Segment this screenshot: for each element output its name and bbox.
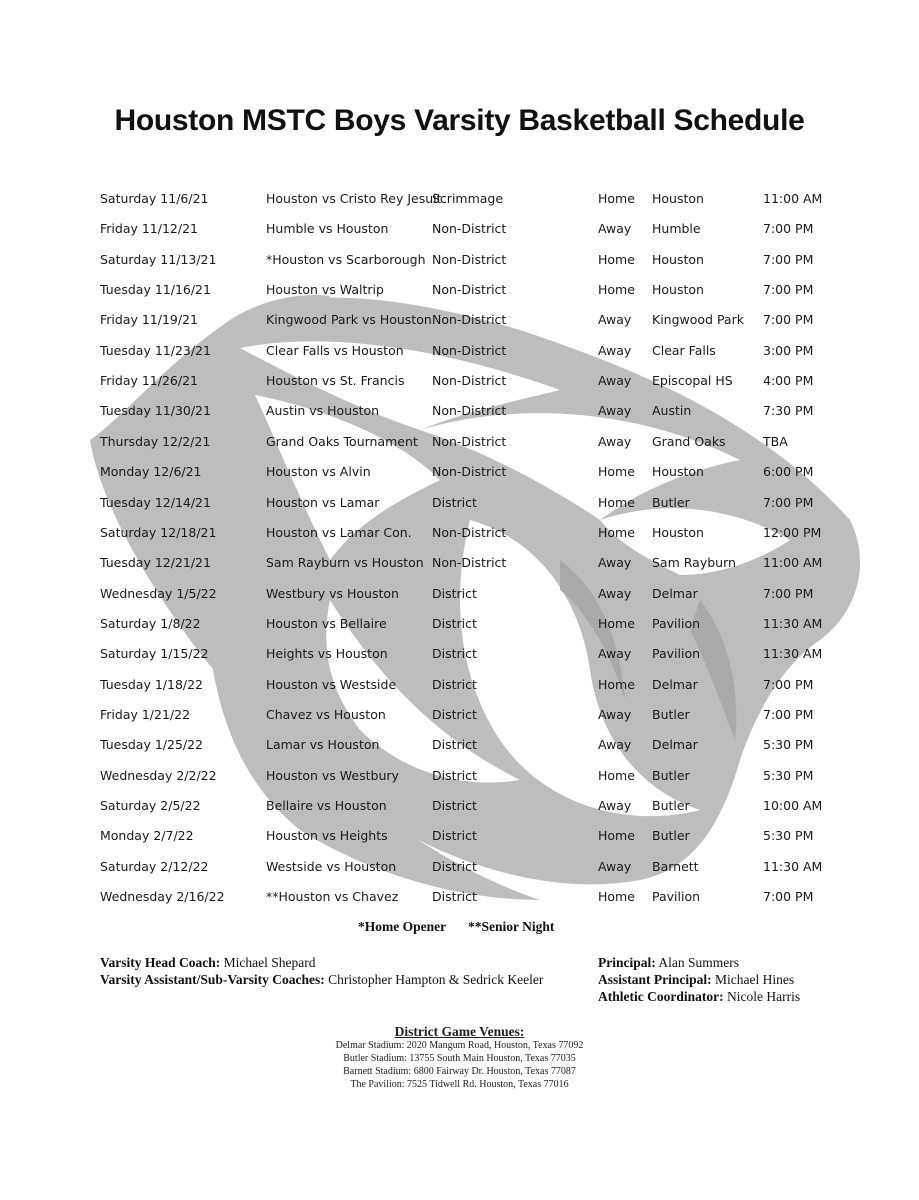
game-type: District	[432, 585, 477, 601]
game-date: Saturday 2/5/22	[100, 798, 201, 813]
game-date: Friday 11/19/21	[100, 312, 198, 328]
game-matchup: Houston vs Westbury	[266, 767, 399, 783]
table-row	[0, 191, 919, 211]
game-home-away: Home	[598, 464, 635, 480]
game-type: Non-District	[432, 342, 507, 358]
venue-line: The Pavilion: 7525 Tidwell Rd. Houston, Texas 77016	[350, 1079, 569, 1090]
game-venue: Barnett	[652, 858, 699, 874]
game-venue: Houston	[652, 464, 704, 480]
game-venue: Butler	[652, 828, 690, 844]
table-row	[0, 768, 919, 788]
game-matchup: Humble vs Houston	[266, 221, 389, 237]
game-venue: Houston	[652, 191, 704, 206]
game-time: 3:00 PM	[763, 342, 814, 358]
game-date: Monday 12/6/21	[100, 464, 202, 480]
game-time: 11:00 AM	[763, 191, 823, 206]
game-venue: Butler	[652, 767, 690, 783]
game-home-away: Away	[598, 373, 632, 389]
game-date: Saturday 12/18/21	[100, 524, 217, 540]
game-venue: Delmar	[652, 676, 698, 692]
game-home-away: Away	[598, 798, 632, 813]
game-type: District	[432, 828, 477, 844]
staff-line: Principal: Alan Summers	[598, 955, 740, 970]
game-date: Saturday 1/15/22	[100, 646, 209, 662]
game-home-away: Home	[598, 767, 635, 783]
game-type: District	[432, 889, 477, 905]
table-row	[0, 586, 919, 606]
page-title: Houston MSTC Boys Varsity Basketball Schedule	[114, 104, 805, 137]
game-venue: Kingwood Park	[652, 312, 744, 328]
game-venue: Clear Falls	[652, 342, 716, 358]
game-matchup: Chavez vs Houston	[266, 706, 386, 722]
game-matchup: Houston vs Alvin	[266, 464, 371, 480]
game-time: 10:00 AM	[763, 798, 823, 813]
game-date: Friday 11/12/21	[100, 221, 198, 237]
table-row	[0, 434, 919, 454]
game-date: Wednesday 2/16/22	[100, 889, 225, 905]
table-row	[0, 828, 919, 848]
game-home-away: Away	[598, 706, 632, 722]
game-type: District	[432, 615, 477, 631]
game-type: Non-District	[432, 373, 507, 389]
game-home-away: Home	[598, 524, 635, 540]
game-time: 7:00 PM	[763, 251, 814, 267]
game-date: Saturday 2/12/22	[100, 858, 209, 874]
game-venue: Grand Oaks	[652, 433, 726, 449]
game-type: District	[432, 706, 477, 722]
game-time: 5:30 PM	[763, 828, 814, 844]
game-date: Monday 2/7/22	[100, 828, 194, 844]
game-home-away: Home	[598, 828, 635, 844]
game-time: 11:30 AM	[763, 858, 823, 874]
venue-line: Delmar Stadium: 2020 Mangum Road, Houston, Texas 77092	[335, 1040, 584, 1051]
game-venue: Pavilion	[652, 615, 701, 631]
game-home-away: Home	[598, 494, 635, 510]
game-date: Wednesday 2/2/22	[100, 767, 217, 783]
game-matchup: Houston vs Lamar Con.	[266, 524, 412, 540]
game-venue: Butler	[652, 706, 690, 722]
game-matchup: Clear Falls vs Houston	[266, 342, 404, 358]
game-venue: Delmar	[652, 737, 698, 753]
game-type: District	[432, 737, 477, 753]
game-matchup: Houston vs Lamar	[266, 494, 380, 510]
game-type: Non-District	[432, 464, 507, 480]
table-row	[0, 616, 919, 636]
game-home-away: Home	[598, 251, 635, 267]
game-matchup: **Houston vs Chavez	[266, 889, 399, 905]
game-matchup: Houston vs Waltrip	[266, 282, 384, 298]
game-matchup: Lamar vs Houston	[266, 737, 380, 753]
game-matchup: Westbury vs Houston	[266, 585, 399, 601]
table-row	[0, 221, 919, 241]
staff-line: Athletic Coordinator: Nicole Harris	[598, 989, 801, 1004]
game-matchup: Sam Rayburn vs Houston	[266, 555, 424, 571]
game-matchup: Austin vs Houston	[266, 403, 380, 419]
game-type: Non-District	[432, 312, 507, 328]
game-matchup: Bellaire vs Houston	[266, 798, 387, 813]
district-venues	[0, 1024, 919, 1091]
game-venue: Pavilion	[652, 889, 701, 905]
game-type: Non-District	[432, 403, 507, 419]
game-matchup: Westside vs Houston	[266, 858, 397, 874]
game-time: 5:30 PM	[763, 767, 814, 783]
game-type: District	[432, 767, 477, 783]
game-matchup: Heights vs Houston	[266, 646, 388, 662]
game-date: Friday 11/26/21	[100, 373, 198, 389]
game-date: Saturday 11/13/21	[100, 251, 217, 267]
game-matchup: Houston vs Bellaire	[266, 615, 387, 631]
game-time: 7:00 PM	[763, 494, 814, 510]
game-time: TBA	[763, 433, 788, 449]
game-date: Thursday 12/2/21	[100, 433, 211, 449]
game-time: 5:30 PM	[763, 737, 814, 753]
game-date: Saturday 11/6/21	[100, 191, 209, 206]
game-venue: Delmar	[652, 585, 698, 601]
game-type: District	[432, 858, 477, 874]
game-date: Friday 1/21/22	[100, 706, 191, 722]
table-row	[0, 859, 919, 879]
game-venue: Houston	[652, 524, 704, 540]
game-home-away: Away	[598, 403, 632, 419]
game-date: Tuesday 11/16/21	[100, 282, 211, 298]
game-venue: Butler	[652, 798, 690, 813]
staff-line: Assistant Principal: Michael Hines	[598, 972, 795, 987]
game-type: Scrimmage	[432, 191, 504, 206]
table-row	[0, 403, 919, 423]
table-row	[0, 525, 919, 545]
game-home-away: Away	[598, 221, 632, 237]
game-time: 6:00 PM	[763, 464, 814, 480]
game-venue: Sam Rayburn	[652, 555, 736, 571]
staff-line: Varsity Head Coach: Michael Shepard	[100, 955, 316, 970]
game-matchup: Houston vs Westside	[266, 676, 397, 692]
table-row	[0, 373, 919, 393]
game-home-away: Home	[598, 191, 635, 206]
game-time: 7:30 PM	[763, 403, 814, 419]
game-type: District	[432, 494, 477, 510]
game-venue: Houston	[652, 282, 704, 298]
table-row	[0, 798, 919, 818]
game-matchup: Kingwood Park vs Houston	[266, 312, 432, 328]
game-type: District	[432, 646, 477, 662]
game-type: District	[432, 798, 477, 813]
table-row	[0, 464, 919, 484]
game-time: 7:00 PM	[763, 282, 814, 298]
game-home-away: Home	[598, 282, 635, 298]
game-matchup: Houston vs Heights	[266, 828, 388, 844]
table-row	[0, 495, 919, 515]
game-home-away: Away	[598, 737, 632, 753]
game-type: Non-District	[432, 433, 507, 449]
table-row	[0, 737, 919, 757]
game-type: District	[432, 676, 477, 692]
game-home-away: Away	[598, 555, 632, 571]
venue-line: Barnett Stadium: 6800 Fairway Dr. Houston, Texas 77087	[343, 1066, 576, 1077]
table-row	[0, 282, 919, 302]
table-row	[0, 707, 919, 727]
legend-senior-night: **Senior Night	[468, 919, 555, 934]
game-time: 7:00 PM	[763, 585, 814, 601]
venues-heading: District Game Venues:	[394, 1024, 525, 1039]
game-time: 7:00 PM	[763, 676, 814, 692]
game-venue: Austin	[652, 403, 692, 419]
game-date: Tuesday 1/25/22	[100, 737, 204, 753]
staff-line: Varsity Assistant/Sub-Varsity Coaches: Christopher Hampton & Sedrick Keeler	[100, 972, 544, 987]
game-venue: Humble	[652, 221, 701, 237]
legend-home-opener: *Home Opener	[358, 919, 447, 934]
game-time: 12:00 PM	[763, 524, 822, 540]
game-matchup: Houston vs Cristo Rey Jesuit	[266, 191, 442, 206]
game-time: 7:00 PM	[763, 312, 814, 328]
game-venue: Houston	[652, 251, 704, 267]
game-venue: Episcopal HS	[652, 373, 733, 389]
game-date: Tuesday 12/21/21	[100, 555, 211, 571]
game-time: 11:30 AM	[763, 615, 823, 631]
venue-line: Butler Stadium: 13755 South Main Houston, Texas 77035	[343, 1053, 576, 1064]
game-date: Tuesday 11/30/21	[100, 403, 211, 419]
game-type: Non-District	[432, 524, 507, 540]
table-row	[0, 677, 919, 697]
game-venue: Butler	[652, 494, 690, 510]
table-row	[0, 889, 919, 909]
table-row	[0, 555, 919, 575]
game-time: 7:00 PM	[763, 221, 814, 237]
table-row	[0, 646, 919, 666]
game-matchup: Grand Oaks Tournament	[266, 433, 418, 449]
game-date: Saturday 1/8/22	[100, 615, 201, 631]
game-home-away: Away	[598, 858, 632, 874]
game-date: Wednesday 1/5/22	[100, 585, 217, 601]
game-time: 11:00 AM	[763, 555, 823, 571]
game-time: 11:30 AM	[763, 646, 823, 662]
game-time: 4:00 PM	[763, 373, 814, 389]
game-home-away: Away	[598, 342, 632, 358]
game-time: 7:00 PM	[763, 706, 814, 722]
table-row	[0, 343, 919, 363]
game-home-away: Home	[598, 676, 635, 692]
game-home-away: Home	[598, 615, 635, 631]
game-matchup: *Houston vs Scarborough	[266, 251, 426, 267]
game-type: Non-District	[432, 221, 507, 237]
coaching-staff	[100, 954, 543, 988]
game-matchup: Houston vs St. Francis	[266, 373, 405, 389]
game-type: Non-District	[432, 282, 507, 298]
game-type: Non-District	[432, 555, 507, 571]
administration-staff	[598, 954, 800, 1005]
game-time: 7:00 PM	[763, 889, 814, 905]
game-home-away: Home	[598, 889, 635, 905]
table-row	[0, 312, 919, 332]
game-home-away: Away	[598, 646, 632, 662]
game-home-away: Away	[598, 585, 632, 601]
game-date: Tuesday 11/23/21	[100, 342, 211, 358]
table-row	[0, 252, 919, 272]
game-home-away: Away	[598, 433, 632, 449]
game-home-away: Away	[598, 312, 632, 328]
game-date: Tuesday 1/18/22	[100, 676, 204, 692]
game-date: Tuesday 12/14/21	[100, 494, 211, 510]
game-type: Non-District	[432, 251, 507, 267]
game-venue: Pavilion	[652, 646, 701, 662]
